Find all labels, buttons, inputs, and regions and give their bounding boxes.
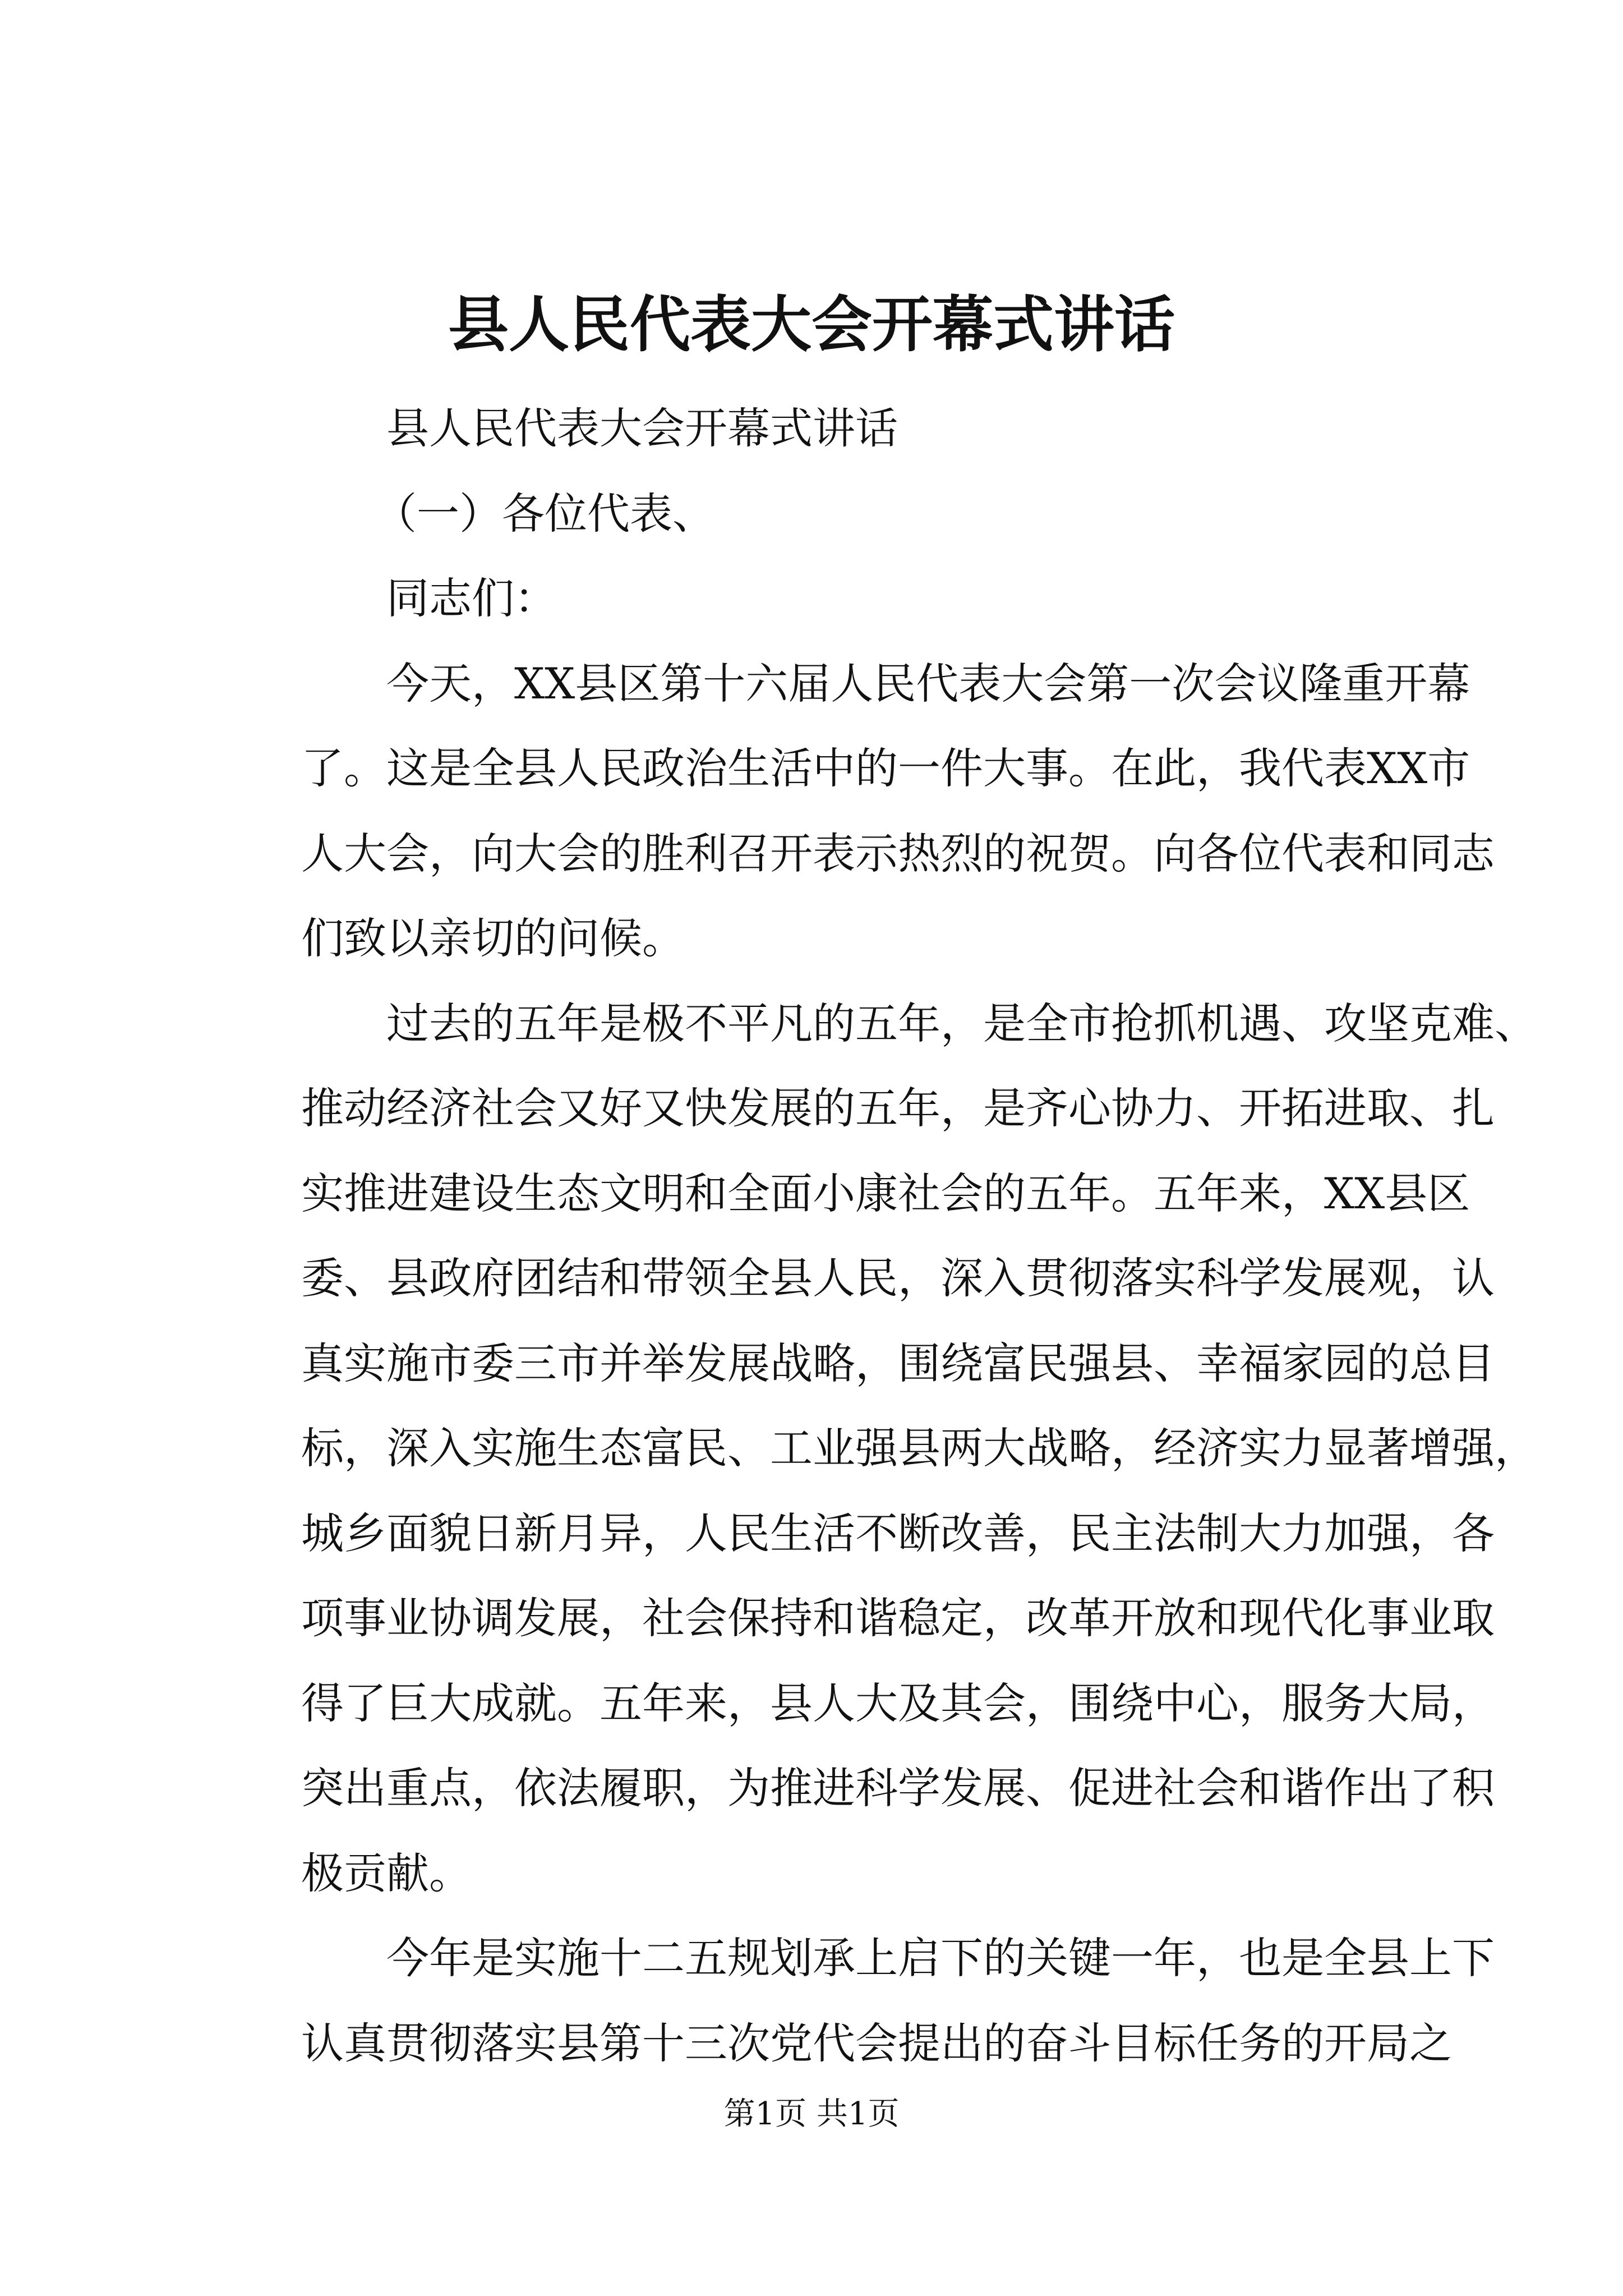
paragraph-line: 真实施市委三市并举发展战略，围绕富民强县、幸福家园的总目 [301, 1338, 1495, 1388]
page-footer: 第1页 共1页 [723, 2096, 900, 2132]
paragraph-line: 今年是实施十二五规划承上启下的关键一年，也是全县上下 [386, 1933, 1495, 1983]
paragraph-line: 县人民代表大会开幕式讲话 [386, 403, 898, 453]
paragraph-line: 极贡献。 [301, 1848, 472, 1898]
document-body [301, 386, 1537, 2086]
paragraph-line: 认真贯彻落实县第十三次党代会提出的奋斗目标任务的开局之 [301, 2018, 1452, 2068]
paragraph-line: 同志们： [386, 573, 557, 623]
paragraph-line: 突出重点，依法履职，为推进科学发展、促进社会和谐作出了积 [301, 1763, 1495, 1813]
paragraph-line: 委、县政府团结和带领全县人民，深入贯彻落实科学发展观，认 [301, 1253, 1495, 1303]
paragraph-line: 实推进建设生态文明和全面小康社会的五年。五年来，XX县区 [301, 1168, 1470, 1218]
paragraph-line: 了。这是全县人民政治生活中的一件大事。在此，我代表XX市 [301, 743, 1470, 793]
paragraph-line: 城乡面貌日新月异，人民生活不断改善，民主法制大力加强，各 [301, 1508, 1495, 1558]
paragraph-line: 们致以亲切的问候。 [301, 913, 685, 963]
paragraph-line: 人大会，向大会的胜利召开表示热烈的祝贺。向各位代表和同志 [301, 828, 1495, 878]
paragraph-line: （一）各位代表、 [374, 488, 715, 539]
paragraph-line: 得了巨大成就。五年来，县人大及其会，围绕中心，服务大局， [301, 1678, 1495, 1728]
paragraph-line: 推动经济社会又好又快发展的五年，是齐心协力、开拓进取、扎 [301, 1083, 1495, 1133]
paragraph-line: 项事业协调发展，社会保持和谐稳定，改革开放和现代化事业取 [301, 1593, 1495, 1643]
paragraph-line: 今天，XX县区第十六届人民代表大会第一次会议隆重开幕 [386, 658, 1470, 708]
document-title: 县人民代表大会开幕式讲话 [448, 289, 1175, 360]
paragraph-line: 过去的五年是极不平凡的五年，是全市抢抓机遇、攻坚克难、 [386, 998, 1537, 1048]
paragraph-line: 标，深入实施生态富民、工业强县两大战略，经济实力显著增强， [301, 1423, 1537, 1473]
